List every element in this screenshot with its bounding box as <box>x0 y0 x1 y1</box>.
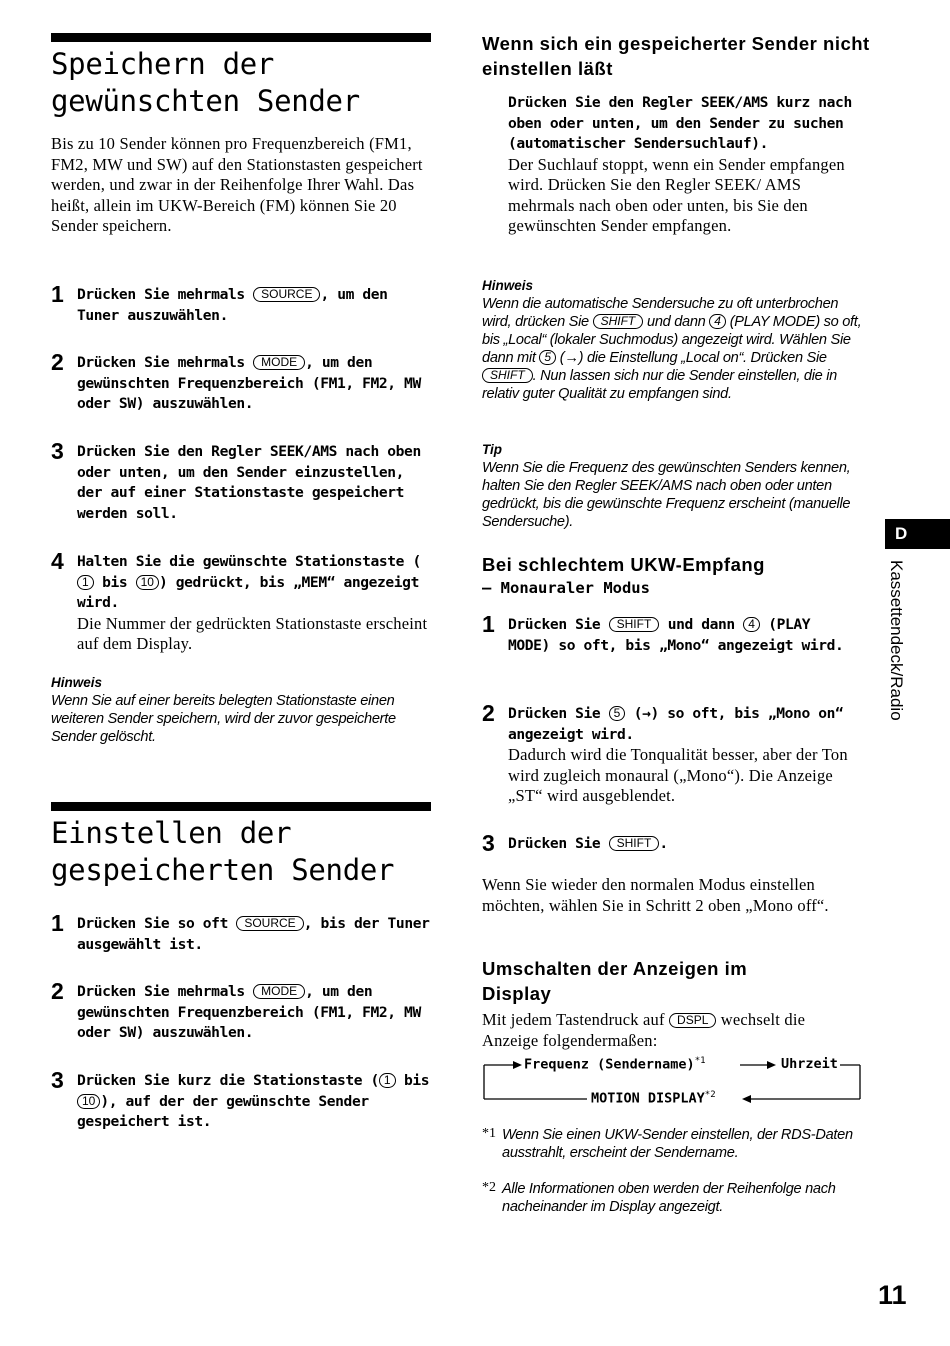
note-block-left <box>51 674 436 746</box>
note-part: (→) die Einstellung „Local on“. Drücken Sie <box>556 350 827 366</box>
step-number: 3 <box>51 438 64 464</box>
step-text-part: Drücken Sie mehrmals <box>77 983 254 1000</box>
step-text: Drücken Sie den Regler SEEK/AMS nach oben oder unten, um den Sender einzustellen, der auf einer Stationstaste gespeichert werden soll. <box>77 443 421 522</box>
title-line: Speichern der <box>51 47 275 81</box>
title-line: Einstellen der <box>51 816 292 850</box>
step-2 <box>51 349 436 415</box>
step-text <box>77 914 436 955</box>
step-number: 2 <box>482 700 495 726</box>
note-part: Wenn die automatische Sendersuche zu oft unterbrochen wird, drücken Sie <box>482 296 839 330</box>
step-text-part: , um den Tuner auszuwählen. <box>77 286 388 324</box>
tip-text: Wenn Sie die Frequenz des gewünschten Senders kennen, halten Sie den Regler SEEK/AMS nach oben oder unten gedrückt, bis die gewünschte Frequenz erscheint (manuelle Sendersuche). <box>482 460 851 530</box>
step-text <box>77 982 436 1044</box>
step-text-part: Drücken Sie <box>508 705 609 722</box>
preset-10-key-icon: 10 <box>77 1094 100 1109</box>
section-rule-bottom <box>51 802 431 811</box>
dspl-key-icon: DSPL <box>669 1013 716 1028</box>
key-5-icon: 5 <box>539 350 556 365</box>
step-text-part: Drücken Sie <box>508 835 609 852</box>
heading-ukw-empfang <box>482 552 862 599</box>
mode-key-icon: MODE <box>253 355 305 370</box>
step-text <box>508 615 853 656</box>
preset-1-key-icon: 1 <box>379 1073 396 1088</box>
footnote-mark: *2 <box>482 1180 496 1195</box>
step-text-part: , um den gewünschten Frequenzbereich (FM1, FM2, MW oder SW) auszuwählen. <box>77 983 421 1041</box>
body-part: Mit jedem Tastendruck auf <box>482 1010 670 1029</box>
step-number: 4 <box>51 548 64 574</box>
intro-paragraph: Bis zu 10 Sender können pro Frequenzbereich (FM1, FM2, MW und SW) auf den Stationstasten gespeichert werden, und zwar in der Reihenfolge Ihrer Wahl. Das heißt, allein im UKW-Bereich (FM) können Sie 20 Sender speichern. <box>51 134 423 235</box>
step-text <box>508 834 867 855</box>
flow-mark: *2 <box>704 1090 716 1100</box>
ukw-subheading: — Monauraler Modus <box>482 579 650 597</box>
seek-body-text: Der Suchlauf stoppt, wenn ein Sender empfangen wird. Drücken Sie den Regler SEEK/ AMS mehrmals nach oben oder unten, bis Sie den gewünschten Sender empfangen. <box>508 154 845 235</box>
step-text-part: (→) so oft, bis „Mono on“ angezeigt wird. <box>508 705 844 743</box>
note-heading: Hinweis <box>51 675 103 690</box>
step-number: 2 <box>51 349 64 375</box>
shift-key-icon: SHIFT <box>593 314 644 329</box>
step-3 <box>51 438 436 524</box>
step-text <box>77 552 436 614</box>
step-text-part: . <box>659 835 668 852</box>
note-text: Wenn Sie auf einer bereits belegten Stationstaste einen weiteren Sender speichern, wird der zuvor gespeicherte Sender gelöscht. <box>51 693 396 745</box>
step-1-recall <box>51 910 436 955</box>
footnote-mark: *1 <box>482 1126 496 1141</box>
step-number: 1 <box>51 281 64 307</box>
step-text-part: und dann <box>659 616 744 633</box>
step-subtext: Dadurch wird die Tonqualität besser, aber der Ton wird zugleich monaural („Mono“). Die Anzeige „ST“ wird ausgeblendet. <box>508 745 848 805</box>
note-block-right <box>482 277 862 403</box>
step-text-part: bis <box>395 1072 430 1089</box>
preset-1-key-icon: 1 <box>77 575 94 590</box>
key-5-icon: 5 <box>609 706 626 721</box>
step-text-part: (PLAY MODE) so oft, bis „Mono“ angezeigt wird. <box>508 616 844 654</box>
chapter-label: Kassettendeck/Radio <box>887 560 906 721</box>
step-number: 3 <box>51 1067 64 1093</box>
key-4-icon: 4 <box>743 617 760 632</box>
step-text-part: Drücken Sie mehrmals <box>77 354 254 371</box>
step-text-part: Drücken Sie kurz die Stationstaste ( <box>77 1072 379 1089</box>
tip-heading: Tip <box>482 442 502 457</box>
heading-sender-nicht-einstellen: Wenn sich ein gespeicherter Sender nicht einstellen läßt <box>482 33 870 79</box>
heading-anzeigen-umschalten: Umschalten der Anzeigen im Display <box>482 958 748 1004</box>
body-part: wechselt die Anzeige folgendermaßen: <box>482 1010 806 1050</box>
dspl-paragraph <box>482 1010 852 1051</box>
step-text-part: , um den gewünschten Frequenzbereich (FM1, FM2, MW oder SW) auszuwählen. <box>77 354 421 412</box>
source-key-icon: SOURCE <box>236 916 303 931</box>
footnote-text: Alle Informationen oben werden der Reihenfolge nach nacheinander im Display angezeigt. <box>502 1181 836 1215</box>
chapter-tab-d: D <box>885 519 950 549</box>
chapter-label-vertical <box>884 560 904 760</box>
section-rule-top <box>51 33 431 42</box>
mono-step-2 <box>482 700 867 807</box>
display-cycle-diagram <box>482 1055 862 1110</box>
note-part: . Nun lassen sich nur die Sender einstellen, die in relativ guter Qualität zu empfangen sind. <box>482 368 838 402</box>
step-3-recall <box>51 1067 436 1133</box>
seek-instructions <box>508 93 868 237</box>
mono-step-1 <box>482 611 867 656</box>
flow-label: Frequenz (Sendername) <box>524 1056 695 1073</box>
note-heading: Hinweis <box>482 278 534 293</box>
mono-off-paragraph: Wenn Sie wieder den normalen Modus einstellen möchten, wählen Sie in Schritt 2 oben „Mono off“. <box>482 875 829 915</box>
step-text-part: ) gedrückt, bis „MEM“ angezeigt wird. <box>77 573 419 611</box>
step-text-part: ), auf der der gewünschte Sender gespeichert ist. <box>77 1092 369 1130</box>
ukw-heading: Bei schlechtem UKW-Empfang <box>482 554 765 575</box>
step-text <box>77 285 436 326</box>
flow-uhrzeit: Uhrzeit <box>781 1056 838 1072</box>
seek-bold-text: Drücken Sie den Regler SEEK/AMS kurz nach oben oder unten, um den Sender zu suchen (automatischer Sendersuchlauf). <box>508 94 852 152</box>
title-line: gespeicherten Sender <box>51 853 395 887</box>
step-text-part: Drücken Sie mehrmals <box>77 286 254 303</box>
step-number: 1 <box>51 910 64 936</box>
step-number: 2 <box>51 978 64 1004</box>
step-number: 1 <box>482 611 495 637</box>
footnote-2 <box>482 1180 862 1216</box>
note-text <box>482 295 862 403</box>
preset-10-key-icon: 10 <box>136 575 159 590</box>
shift-key-icon: SHIFT <box>609 617 660 632</box>
shift-key-icon: SHIFT <box>482 368 533 383</box>
section-title-speichern <box>51 46 431 120</box>
step-number: 3 <box>482 830 495 856</box>
tip-block <box>482 441 862 531</box>
note-part: und dann <box>643 314 710 330</box>
step-text-part: Drücken Sie <box>508 616 609 633</box>
mono-step-3 <box>482 830 867 856</box>
title-line: gewünschten Sender <box>51 84 360 118</box>
step-1 <box>51 281 436 326</box>
step-text-part: Drücken Sie so oft <box>77 915 237 932</box>
step-text <box>77 353 436 415</box>
step-4 <box>51 548 436 655</box>
page-number: 11 <box>878 1280 907 1310</box>
shift-key-icon: SHIFT <box>609 836 660 851</box>
step-text-part: bis <box>93 573 136 591</box>
flow-mark: *1 <box>694 1056 706 1066</box>
mode-key-icon: MODE <box>253 984 305 999</box>
step-subtext: Die Nummer der gedrückten Stationstaste erscheint auf dem Display. <box>77 613 428 653</box>
source-key-icon: SOURCE <box>253 287 320 302</box>
note-part: (PLAY MODE) so oft, bis „Local“ (lokaler Suchmodus) angezeigt wird. Wählen Sie dann mit <box>482 314 862 366</box>
step-2-recall <box>51 978 436 1044</box>
key-4-icon: 4 <box>709 314 726 329</box>
step-text <box>508 704 853 745</box>
flow-motion-display <box>591 1090 716 1107</box>
step-text-part: Halten Sie die gewünschte Stationstaste ( <box>77 553 421 570</box>
footnote-1 <box>482 1126 862 1162</box>
footnote-text: Wenn Sie einen UKW-Sender einstellen, der RDS-Daten ausstrahlt, erscheint der Sendername. <box>502 1127 853 1161</box>
section-title-einstellen <box>51 815 431 889</box>
step-text-part: , bis der Tuner ausgewählt ist. <box>77 915 430 953</box>
flow-frequenz <box>524 1056 706 1073</box>
step-text <box>77 1071 436 1133</box>
flow-label: MOTION DISPLAY <box>591 1090 705 1107</box>
